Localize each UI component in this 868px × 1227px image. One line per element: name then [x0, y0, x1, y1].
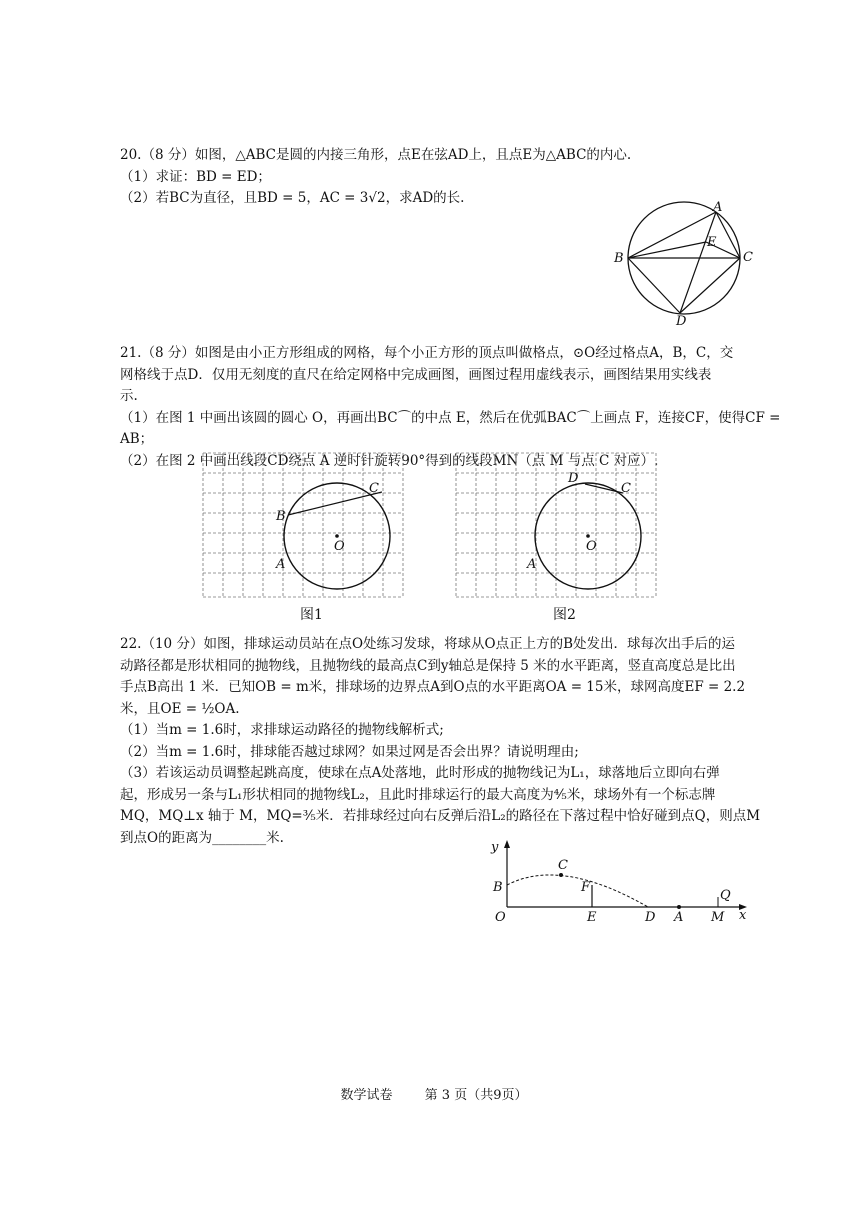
fig2-caption: 图2 — [553, 607, 576, 623]
q22-label-q: Q — [720, 888, 731, 903]
q22-label-o: O — [495, 910, 506, 925]
q22-figure — [485, 835, 760, 930]
q22-label-y: y — [491, 840, 499, 855]
q22-part1: （1）当m = 1.6时，求排球运动路径的抛物线解析式; — [120, 722, 444, 738]
fig2-label-d: D — [568, 471, 579, 486]
fig2-label-o: O — [586, 539, 597, 554]
q21-part2: （2）在图 2 中画出线段CD绕点 A 逆时针旋转90°得到的线段MN（点 M 与点 C 对应）. — [120, 452, 659, 469]
q22-line-3: 手点B高出 1 米．已知OB = m米，排球场的边界点A到O点的水平距离OA = 15米，球网高度EF = 2.2 — [120, 679, 746, 695]
q20-label-c: C — [743, 250, 753, 265]
question-22 — [120, 634, 760, 849]
q20-figure — [610, 195, 760, 330]
q22-line-1: 22.（10 分）如图，排球运动员站在点O处练习发球，将球从O点正上方的B处发出．球每次出手后的运 — [120, 636, 735, 652]
q22-label-e: E — [587, 910, 597, 925]
footer-page: 第 3 页（共9页） — [424, 1088, 528, 1103]
q22-label-x: x — [739, 908, 747, 923]
fig2-label-a: A — [527, 557, 537, 572]
q21-figure-2 — [455, 452, 667, 600]
q22-label-f: F — [581, 880, 591, 895]
footer-subject: 数学试卷 — [340, 1088, 393, 1103]
q22-label-m: M — [711, 910, 725, 925]
q22-part3d: 到点O的距离为________米. — [120, 829, 284, 846]
fig1-label-o: O — [334, 539, 345, 554]
q22-label-c: C — [558, 858, 568, 873]
q21-part1b: AB； — [120, 431, 154, 447]
q22-line-4: 米，且OE = ½OA. — [120, 700, 240, 717]
fig1-label-a: A — [276, 557, 286, 572]
q21-part1a: （1）在图 1 中画出该圆的圆心 O，再画出BC⌒的中点 E，然后在优弧BAC⌒上画点 F，连接CF，使得CF = — [120, 409, 781, 426]
question-20 — [120, 145, 631, 210]
q22-part3b: 起，形成另一条与L₁形状相同的抛物线L₂，且此时排球运行的最大高度为⁴⁄₅米，球场外有一个标志牌 — [120, 786, 716, 803]
grid-2 — [456, 453, 656, 597]
fig1-caption: 图1 — [300, 607, 323, 623]
q20-stem: 20.（8 分）如图，△ABC是圆的内接三角形，点E在弦AD上，且点E为△ABC的内心. — [120, 147, 632, 163]
q20-label-b: B — [614, 251, 624, 266]
q21-figure-1 — [202, 452, 414, 600]
q22-part3a: （3）若该运动员调整起跳高度，使球在点A处落地，此时形成的抛物线记为L₁，球落地后立即向右弹 — [120, 765, 720, 781]
q22-label-a: A — [674, 910, 684, 925]
q20-label-d: D — [676, 314, 687, 329]
page-footer — [0, 1084, 868, 1103]
fig2-label-c: C — [621, 481, 631, 496]
q20-part2: （2）若BC为直径，且BD = 5，AC = 3√2，求AD的长. — [120, 190, 465, 206]
q22-label-d: D — [645, 910, 656, 925]
q20-label-e: E — [707, 235, 717, 250]
q20-part1: （1）求证：BD = ED； — [120, 168, 271, 185]
q22-part3c: MQ，MQ⊥x 轴于 M，MQ=³⁄₅米．若排球经过向右反弹后沿L₂的路径在下落过程中恰好碰到点Q，则点M — [120, 808, 761, 824]
q22-label-b: B — [493, 880, 503, 895]
q22-part2: （2）当m = 1.6时，排球能否越过球网？如果过网是否会出界？请说明理由; — [120, 743, 579, 760]
q20-label-a: A — [713, 200, 723, 215]
q22-line-2: 动路径都是形状相同的抛物线，且抛物线的最高点C到y轴总是保持 5 米的水平距离，竖直高度总是比出 — [120, 657, 736, 674]
q21-stem-3: 示. — [120, 388, 138, 404]
fig1-label-c: C — [369, 481, 379, 496]
q21-stem-1: 21.（8 分）如图是由小正方形组成的网格，每个小正方形的顶点叫做格点，⊙O经过格点A，B，C，交 — [120, 345, 734, 361]
q21-stem-2: 网格线于点D．仅用无刻度的直尺在给定网格中完成画图，画图过程用虚线表示，画图结果用实线表 — [120, 366, 712, 383]
fig1-label-b: B — [276, 509, 286, 524]
